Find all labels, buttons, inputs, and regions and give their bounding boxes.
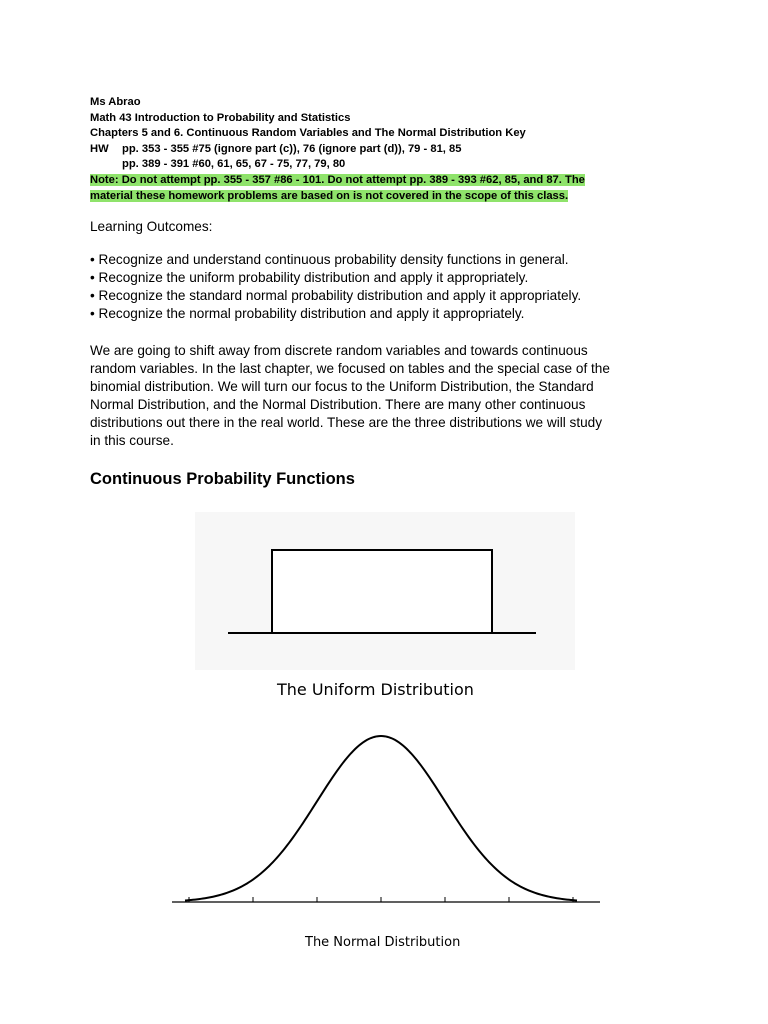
list-item: • Recognize the standard normal probability distribution and apply it appropriately.	[90, 288, 582, 303]
chapters-title: Chapters 5 and 6. Continuous Random Variables and The Normal Distribution Key	[90, 127, 526, 140]
list-item: • Recognize and understand continuous probability density functions in general.	[90, 252, 569, 267]
list-item: • Recognize the uniform probability distribution and apply it appropriately.	[90, 270, 529, 285]
homework-assignment-2: pp. 389 - 391 #60, 61, 65, 67 - 75, 77, 79, 80	[122, 158, 346, 171]
normal-axis-ticks	[189, 897, 573, 902]
normal-distribution-figure	[172, 736, 600, 902]
list-item: • Recognize the normal probability distribution and apply it appropriately.	[90, 306, 525, 321]
instructor-name: Ms Abrao	[90, 96, 141, 108]
note-highlight-1: Note: Do not attempt pp. 355 - 357 #86 - 101. Do not attempt pp. 389 - 393 #62, 85, and 87. The	[90, 173, 585, 186]
paragraph-line: We are going to shift away from discrete random variables and towards continuous	[90, 343, 588, 358]
normal-density-curve	[185, 736, 577, 900]
section-title: Continuous Probability Functions	[90, 470, 355, 488]
uniform-caption: The Uniform Distribution	[277, 680, 474, 699]
paragraph-line: in this course.	[90, 433, 174, 448]
learning-outcomes-title: Learning Outcomes:	[90, 219, 213, 234]
paragraph-line: binomial distribution. We will turn our focus to the Uniform Distribution, the Standard	[90, 379, 594, 394]
paragraph-line: random variables. In the last chapter, we focused on tables and the special case of the	[90, 361, 610, 376]
course-title: Math 43 Introduction to Probability and Statistics	[90, 111, 351, 124]
uniform-density-rectangle	[272, 550, 492, 633]
homework-assignment-1: pp. 353 - 355 #75 (ignore part (c)), 76 (ignore part (d)), 79 - 81, 85	[122, 142, 462, 155]
paragraph-line: distributions out there in the real world. These are the three distributions we will study	[90, 415, 603, 430]
uniform-distribution-figure	[195, 512, 575, 670]
paragraph-line: Normal Distribution, and the Normal Distribution. There are many other continuous	[90, 397, 586, 412]
normal-caption: The Normal Distribution	[305, 935, 461, 950]
note-highlight-2: material these homework problems are based on is not covered in the scope of this class.	[90, 189, 569, 202]
homework-label: HW	[90, 142, 109, 155]
